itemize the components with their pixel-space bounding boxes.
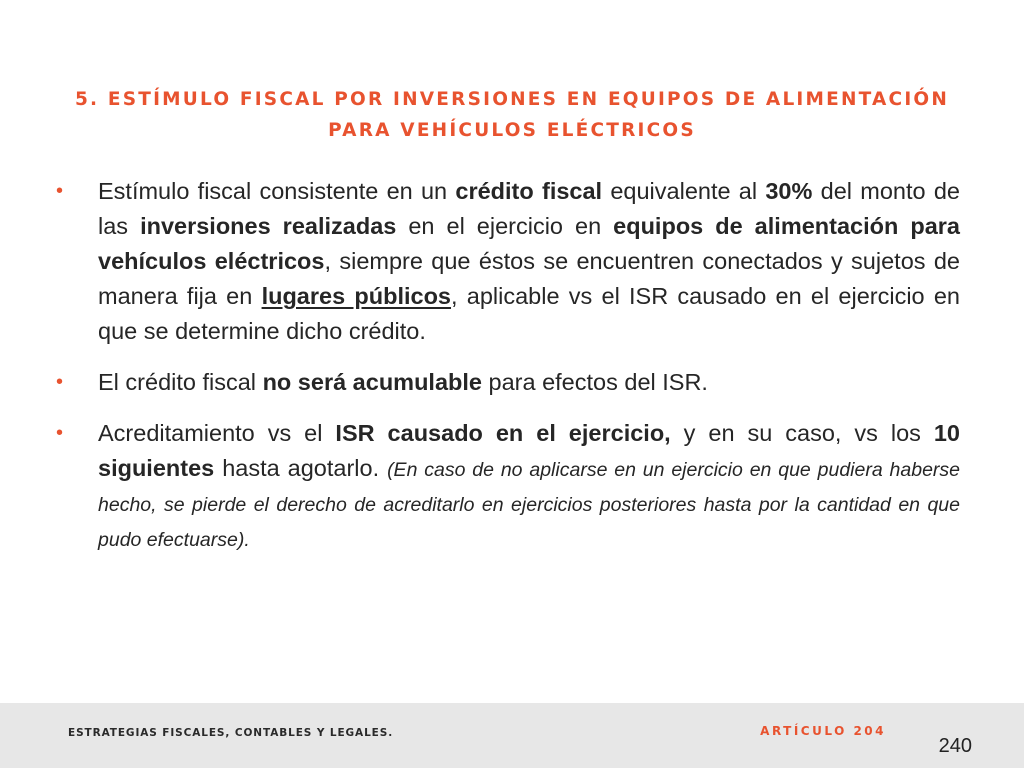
bullet-1-text-4: en el ejercicio en [396,213,614,239]
slide-title [60,84,964,146]
slide-title-line-2: PARA VEHÍCULOS ELÉCTRICOS [328,120,696,141]
bullet-1-bold-equipos: equipos de alimentación para vehículos eléctricos [98,213,960,274]
bullet-dot-icon: • [56,180,64,202]
bullet-2-text-1: El crédito fiscal [98,369,263,395]
bullet-1-text-2: equivalente al [602,178,766,204]
bullet-1-text-1: Estímulo fiscal consistente en un [98,178,456,204]
bullet-3-bold-10-siguientes: 10 siguientes [98,420,960,481]
bullet-item-2 [54,365,960,400]
bullet-dot-icon: • [56,422,64,444]
footer-company-tagline: ESTRATEGIAS FISCALES, CONTABLES Y LEGALES. [68,727,394,739]
bullet-1-text-6: , aplicable vs el ISR causado en el ejercicio en que se determine dicho crédito. [98,283,960,344]
bullet-1-text-3: del monto de las [98,178,960,239]
bullet-2-text-2: para efectos del ISR. [481,369,708,395]
bullet-item-1 [54,174,960,349]
bullet-1-bold-inversiones: inversiones realizadas [140,213,397,239]
bullet-1-text-5: , siempre que éstos se encuentren conectados y sujetos de manera fija en [98,248,960,309]
bullet-3-text-2: y en su caso, vs los [670,420,934,446]
slide-title-line-1: 5. ESTÍMULO FISCAL POR INVERSIONES EN EQUIPOS DE ALIMENTACIÓN [74,89,950,110]
page-number: 240 [938,735,972,757]
bullet-3-italic-note: (En caso de no aplicarse en un ejercicio en que pudiera haberse hecho, se pierde el derecho de acreditarlo en ejercicios posteriores hasta por la cantidad en que pudo efectuarse). [98,459,960,551]
bullet-3-bold-isr-causado: ISR causado en el ejercicio, [335,420,671,446]
bullet-3-text-3: hasta agotarlo. [214,455,388,481]
bullet-1-underlined-lugares-publicos: lugares públicos [261,283,452,309]
bullet-1-bold-credito-fiscal: crédito fiscal [455,178,603,204]
bullet-list [54,174,960,572]
bullet-3-text-1: Acreditamiento vs el [98,420,336,446]
footer-bar [0,703,1024,768]
bullet-1-bold-percentage: 30% [765,178,813,204]
bullet-2-bold-no-acumulable: no será acumulable [262,369,482,395]
bullet-dot-icon: • [56,371,64,393]
footer-article-reference: ARTÍCULO 204 [760,724,886,738]
bullet-item-3 [54,416,960,556]
